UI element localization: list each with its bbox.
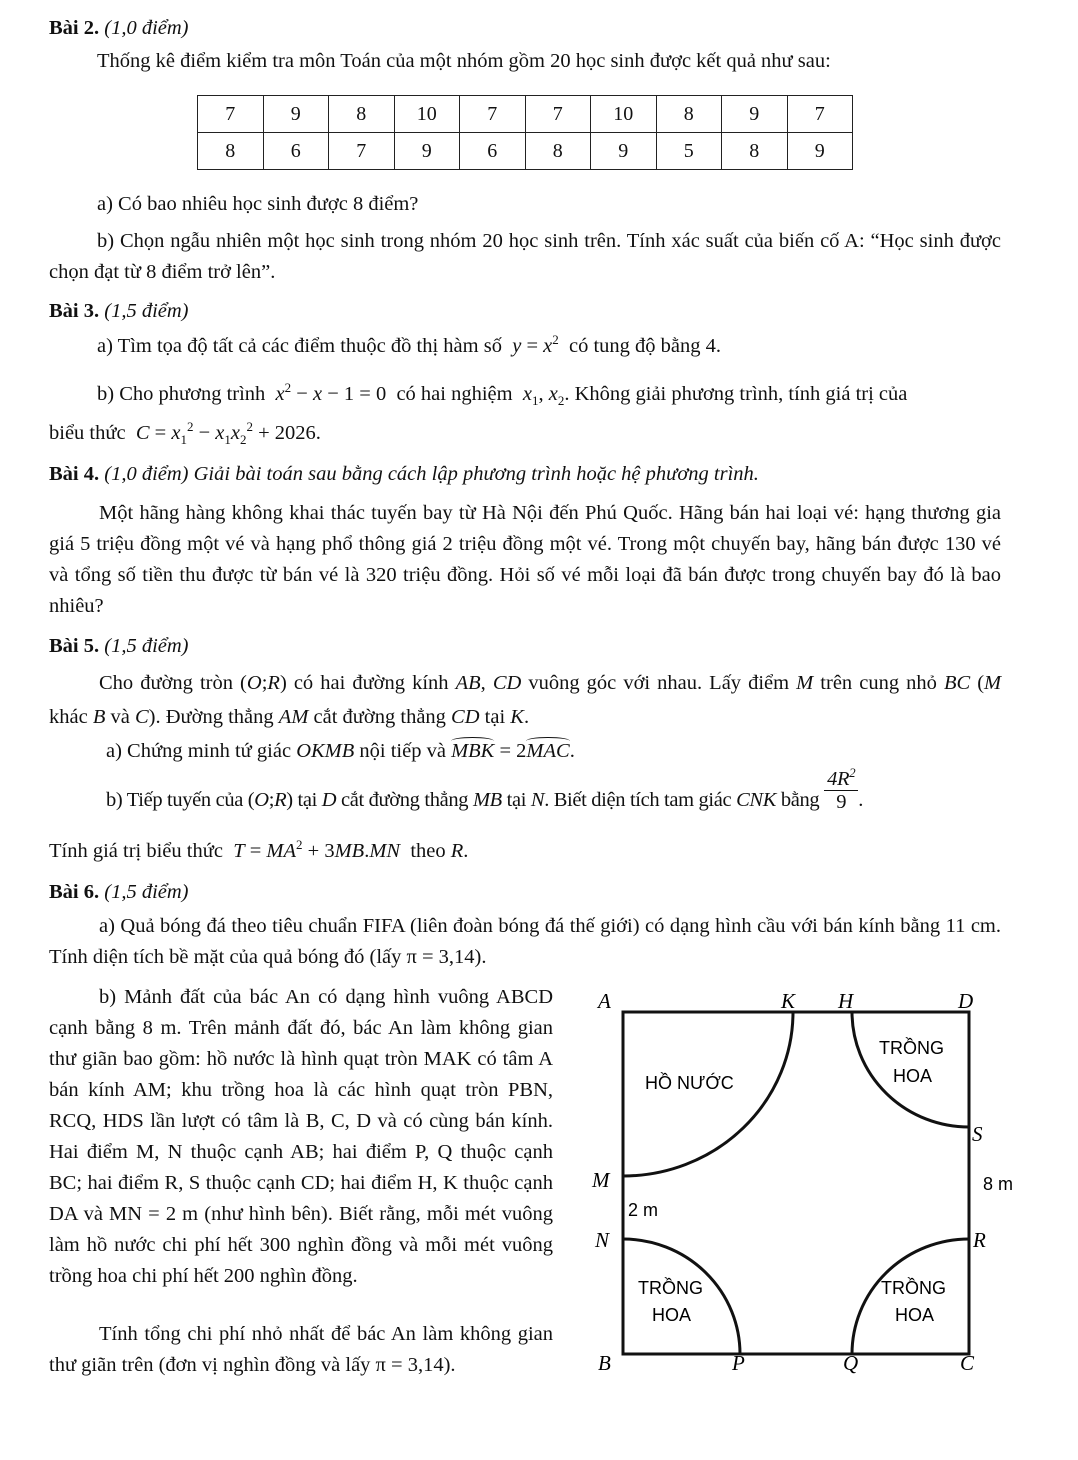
side-length-label: 8 m <box>983 1174 1014 1194</box>
bai2-question-a: a) Có bao nhiêu học sinh được 8 điểm? <box>97 193 419 215</box>
table-cell: 9 <box>591 133 657 170</box>
bai5-statement: Cho đường tròn (O;R) có hai đường kính AB, CD vuông góc với nhau. Lấy điểm M trên cung nhỏ BC (M khác B và C). Đường thẳng AM cắt đường thẳng CD tại K. <box>49 672 1002 728</box>
table-cell: 7 <box>198 96 264 133</box>
table-cell: 9 <box>263 96 329 133</box>
bai4-body: Một hãng hàng không khai thác tuyến bay từ Hà Nội đến Phú Quốc. Hãng bán hai loại vé: hạng thương gia giá 5 triệu đồng một vé và hạng phổ thông giá 2 triệu đồng một vé. Trong một chuyến bay, hãng bán được 130 vé và tổng số tiền thu được từ bán vé là 320 triệu đồng. Hỏi số vé mỗi loại đã bán được trong chuyến bay đó là bao nhiêu? <box>49 502 1001 617</box>
table-cell: 7 <box>460 96 526 133</box>
label-s: S <box>972 1122 983 1146</box>
label-b: B <box>598 1351 611 1375</box>
bai5-question-b-line2: Tính giá trị biểu thức $T = MA^2 + 3MB.MN$ theo R. <box>49 837 469 862</box>
table-cell: 10 <box>394 96 460 133</box>
label-d: D <box>958 989 974 1013</box>
table-row <box>198 96 853 133</box>
table-cell: 8 <box>656 96 722 133</box>
mn-length-label: 2 m <box>628 1200 659 1220</box>
flower-label-d-2: HOA <box>893 1066 933 1086</box>
bai2-heading: Bài 2. (1,0 điểm) <box>49 17 189 39</box>
bai5-question-b: b) Tiếp tuyến của (O;R) tại D cắt đường thẳng MB tại N. Biết diện tích tam giác CNK bằng $\frac{4R^2}{9}$ . <box>106 764 864 813</box>
bai6-question-b: b) Mảnh đất của bác An có dạng hình vuông ABCD cạnh bằng 8 m. Trên mảnh đất đó, bác An làm không gian thư giãn bao gồm: hồ nước là hình quạt tròn MAK có tâm A bán kính AM; khu trồng hoa là các hình quạt tròn PBN, RCQ, HDS lần lượt có tâm là B, C, D và có cùng bán kính. Hai điểm M, N thuộc cạnh AB; hai điểm P, Q thuộc cạnh BC; hai điểm R, S thuộc cạnh CD; hai điểm H, K thuộc cạnh DA và MN = 2 m (như hình bên). Biết rằng, mỗi mét vuông làm hồ nước chi phí hết 300 nghìn đồng và mỗi mét vuông trồng hoa chi phí hết 200 nghìn đồng. <box>49 986 553 1287</box>
bai3-question-b-line2: biểu thức $C = x_1^2 - x_1x_2^2 + 2026$. <box>49 419 321 448</box>
flower-label-b-2: HOA <box>652 1305 692 1325</box>
bai6-question-a: a) Quả bóng đá theo tiêu chuẩn FIFA (liên đoàn bóng đá thế giới) có dạng hình cầu với bán kính bằng 11 cm. Tính diện tích bề mặt của quả bóng đó (lấy π = 3,14). <box>49 915 1001 968</box>
bai5-question-a: a) Chứng minh tứ giác OKMB nội tiếp và MBK = 2MAC. <box>49 736 1001 767</box>
bai2-question-b: b) Chọn ngẫu nhiên một học sinh trong nhóm 20 học sinh trên. Tính xác suất của biến cố A: “Học sinh được chọn đạt từ 8 điểm trở lên”. <box>49 230 1001 283</box>
label-r: R <box>973 1228 986 1252</box>
label-a: A <box>598 989 611 1013</box>
table-row <box>198 133 853 170</box>
square-abcd <box>623 1012 969 1354</box>
bai3-question-a: a) Tìm tọa độ tất cả các điểm thuộc đồ thị hàm số $y = x^2$ có tung độ bằng 4. <box>97 332 722 357</box>
bai4-heading: Bài 4. (1,0 điểm) Giải bài toán sau bằng cách lập phương trình hoặc hệ phương trình. <box>49 463 759 485</box>
bai3-heading: Bài 3. (1,5 điểm) <box>49 300 189 322</box>
pond-label: HỒ NƯỚC <box>645 1073 734 1093</box>
garden-figure <box>580 985 1025 1385</box>
label-m: M <box>592 1168 610 1192</box>
table-cell: 6 <box>460 133 526 170</box>
table-cell: 7 <box>329 133 395 170</box>
pond-arc <box>623 1012 793 1176</box>
table-cell: 9 <box>787 133 853 170</box>
table-cell: 6 <box>263 133 329 170</box>
table-cell: 9 <box>722 96 788 133</box>
bai6-heading: Bài 6. (1,5 điểm) <box>49 881 189 903</box>
flower-label-c-2: HOA <box>895 1305 935 1325</box>
label-n: N <box>595 1228 610 1252</box>
table-cell: 8 <box>198 133 264 170</box>
flower-label-c-1: TRỒNG <box>881 1278 946 1298</box>
bai3-question-b: b) Cho phương trình $x^2 - x - 1 = 0$ có hai nghiệm $x_1$, $x_2$. Không giải phương trình, tính giá trị của <box>97 380 908 409</box>
table-cell: 8 <box>525 133 591 170</box>
label-k: K <box>781 989 796 1013</box>
label-p: P <box>732 1351 745 1375</box>
table-cell: 9 <box>394 133 460 170</box>
table-cell: 8 <box>722 133 788 170</box>
table-cell: 7 <box>525 96 591 133</box>
flower-label-d-1: TRỒNG <box>879 1038 944 1058</box>
bai6-question-c: Tính tổng chi phí nhỏ nhất để bác An làm không gian thư giãn trên (đơn vị nghìn đồng và lấy π = 3,14). <box>49 1323 553 1376</box>
score-table <box>197 95 853 170</box>
label-c: C <box>960 1351 975 1375</box>
flower-label-b-1: TRỒNG <box>638 1278 703 1298</box>
label-h: H <box>838 989 854 1013</box>
table-cell: 7 <box>787 96 853 133</box>
table-cell: 10 <box>591 96 657 133</box>
bai2-intro: Thống kê điểm kiểm tra môn Toán của một nhóm gồm 20 học sinh được kết quả như sau: <box>97 50 831 72</box>
bai5-heading: Bài 5. (1,5 điểm) <box>49 635 189 657</box>
table-cell: 8 <box>329 96 395 133</box>
label-q: Q <box>843 1351 859 1375</box>
table-cell: 5 <box>656 133 722 170</box>
